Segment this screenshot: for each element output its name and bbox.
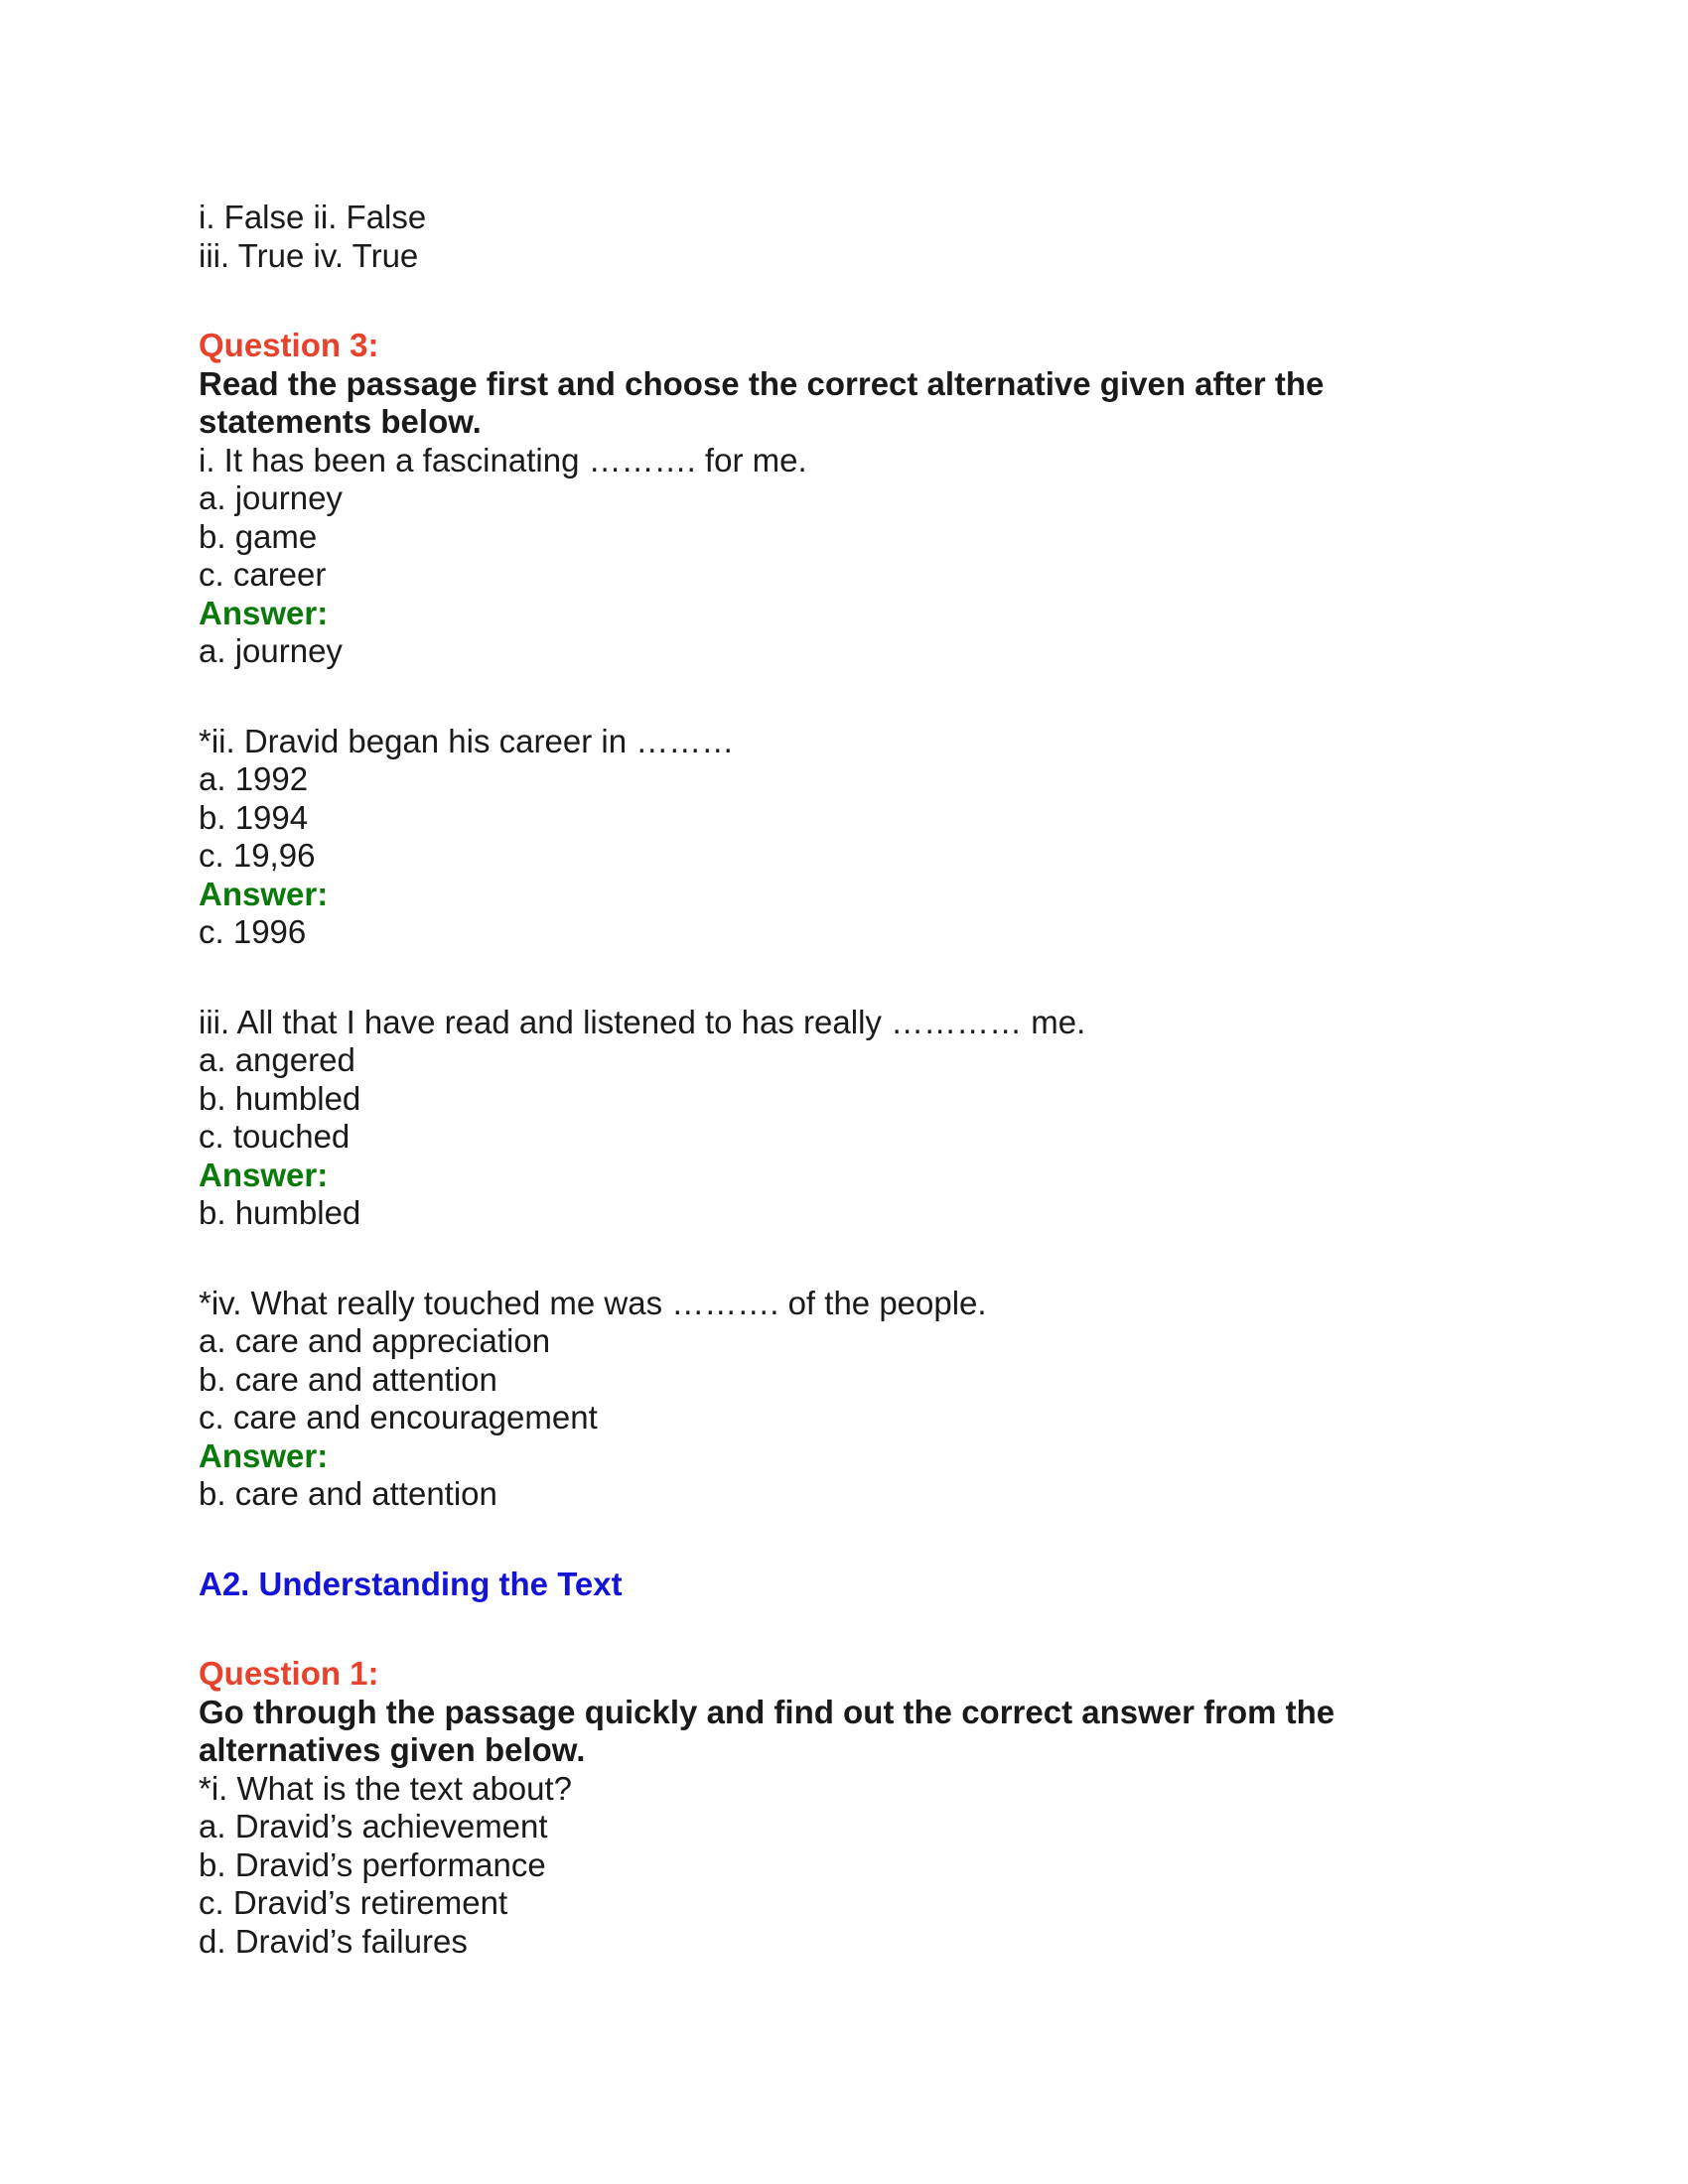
answer-text: b. humbled [199,1194,361,1231]
option: a. 1992 [199,760,309,797]
question-stem: iii. All that I have read and listened to has really ………… me. [199,1003,1086,1040]
option: c. care and encouragement [199,1399,598,1435]
question-stem: *iv. What really touched me was ………. of the people. [199,1284,987,1321]
question-stem: i. It has been a fascinating ………. for me. [199,441,807,478]
answer-text: c. 1996 [199,913,307,950]
question-stem: *ii. Dravid began his career in ……… [199,722,735,759]
section-heading: A2. Understanding the Text [199,1565,623,1602]
option: d. Dravid’s failures [199,1922,468,1960]
question-1 [199,1655,1489,1961]
question-title: Question 3: [199,327,379,363]
question-3 [199,327,1489,1514]
question-instruction: Read the passage first and choose the correct alternative given after the statements below. [199,364,1325,440]
option: b. care and attention [199,1360,497,1398]
option: b. humbled [199,1079,361,1117]
question-item [199,1285,1489,1514]
option: b. game [199,517,318,555]
option: c. touched [199,1118,351,1155]
option: c. 19,96 [199,837,316,874]
previous-answers [199,199,1489,275]
answer-label: Answer: [199,594,329,631]
answer-label: Answer: [199,875,329,912]
answer-text: b. care and attention [199,1475,497,1512]
answer-label: Answer: [199,1156,329,1193]
question-stem: *i. What is the text about? [199,1769,573,1807]
option: a. Dravid’s achievement [199,1808,548,1844]
question-item [199,723,1489,952]
answer-text: a. journey [199,632,343,669]
option: a. journey [199,479,343,516]
option: b. Dravid’s performance [199,1845,546,1883]
option: c. Dravid’s retirement [199,1884,508,1921]
previous-answer-line: i. False ii. False [199,199,427,235]
option: c. career [199,556,327,593]
answer-label: Answer: [199,1436,329,1474]
option: a. angered [199,1041,355,1078]
previous-answer-line: iii. True iv. True [199,236,419,274]
question-item [199,1004,1489,1233]
question-instruction: Go through the passage quickly and find out the correct answer from the alternatives given below. [199,1693,1336,1768]
question-title: Question 1: [199,1655,379,1692]
document-page [199,199,1489,1961]
option: a. care and appreciation [199,1322,551,1359]
option: b. 1994 [199,798,309,836]
question-item [199,442,1489,671]
